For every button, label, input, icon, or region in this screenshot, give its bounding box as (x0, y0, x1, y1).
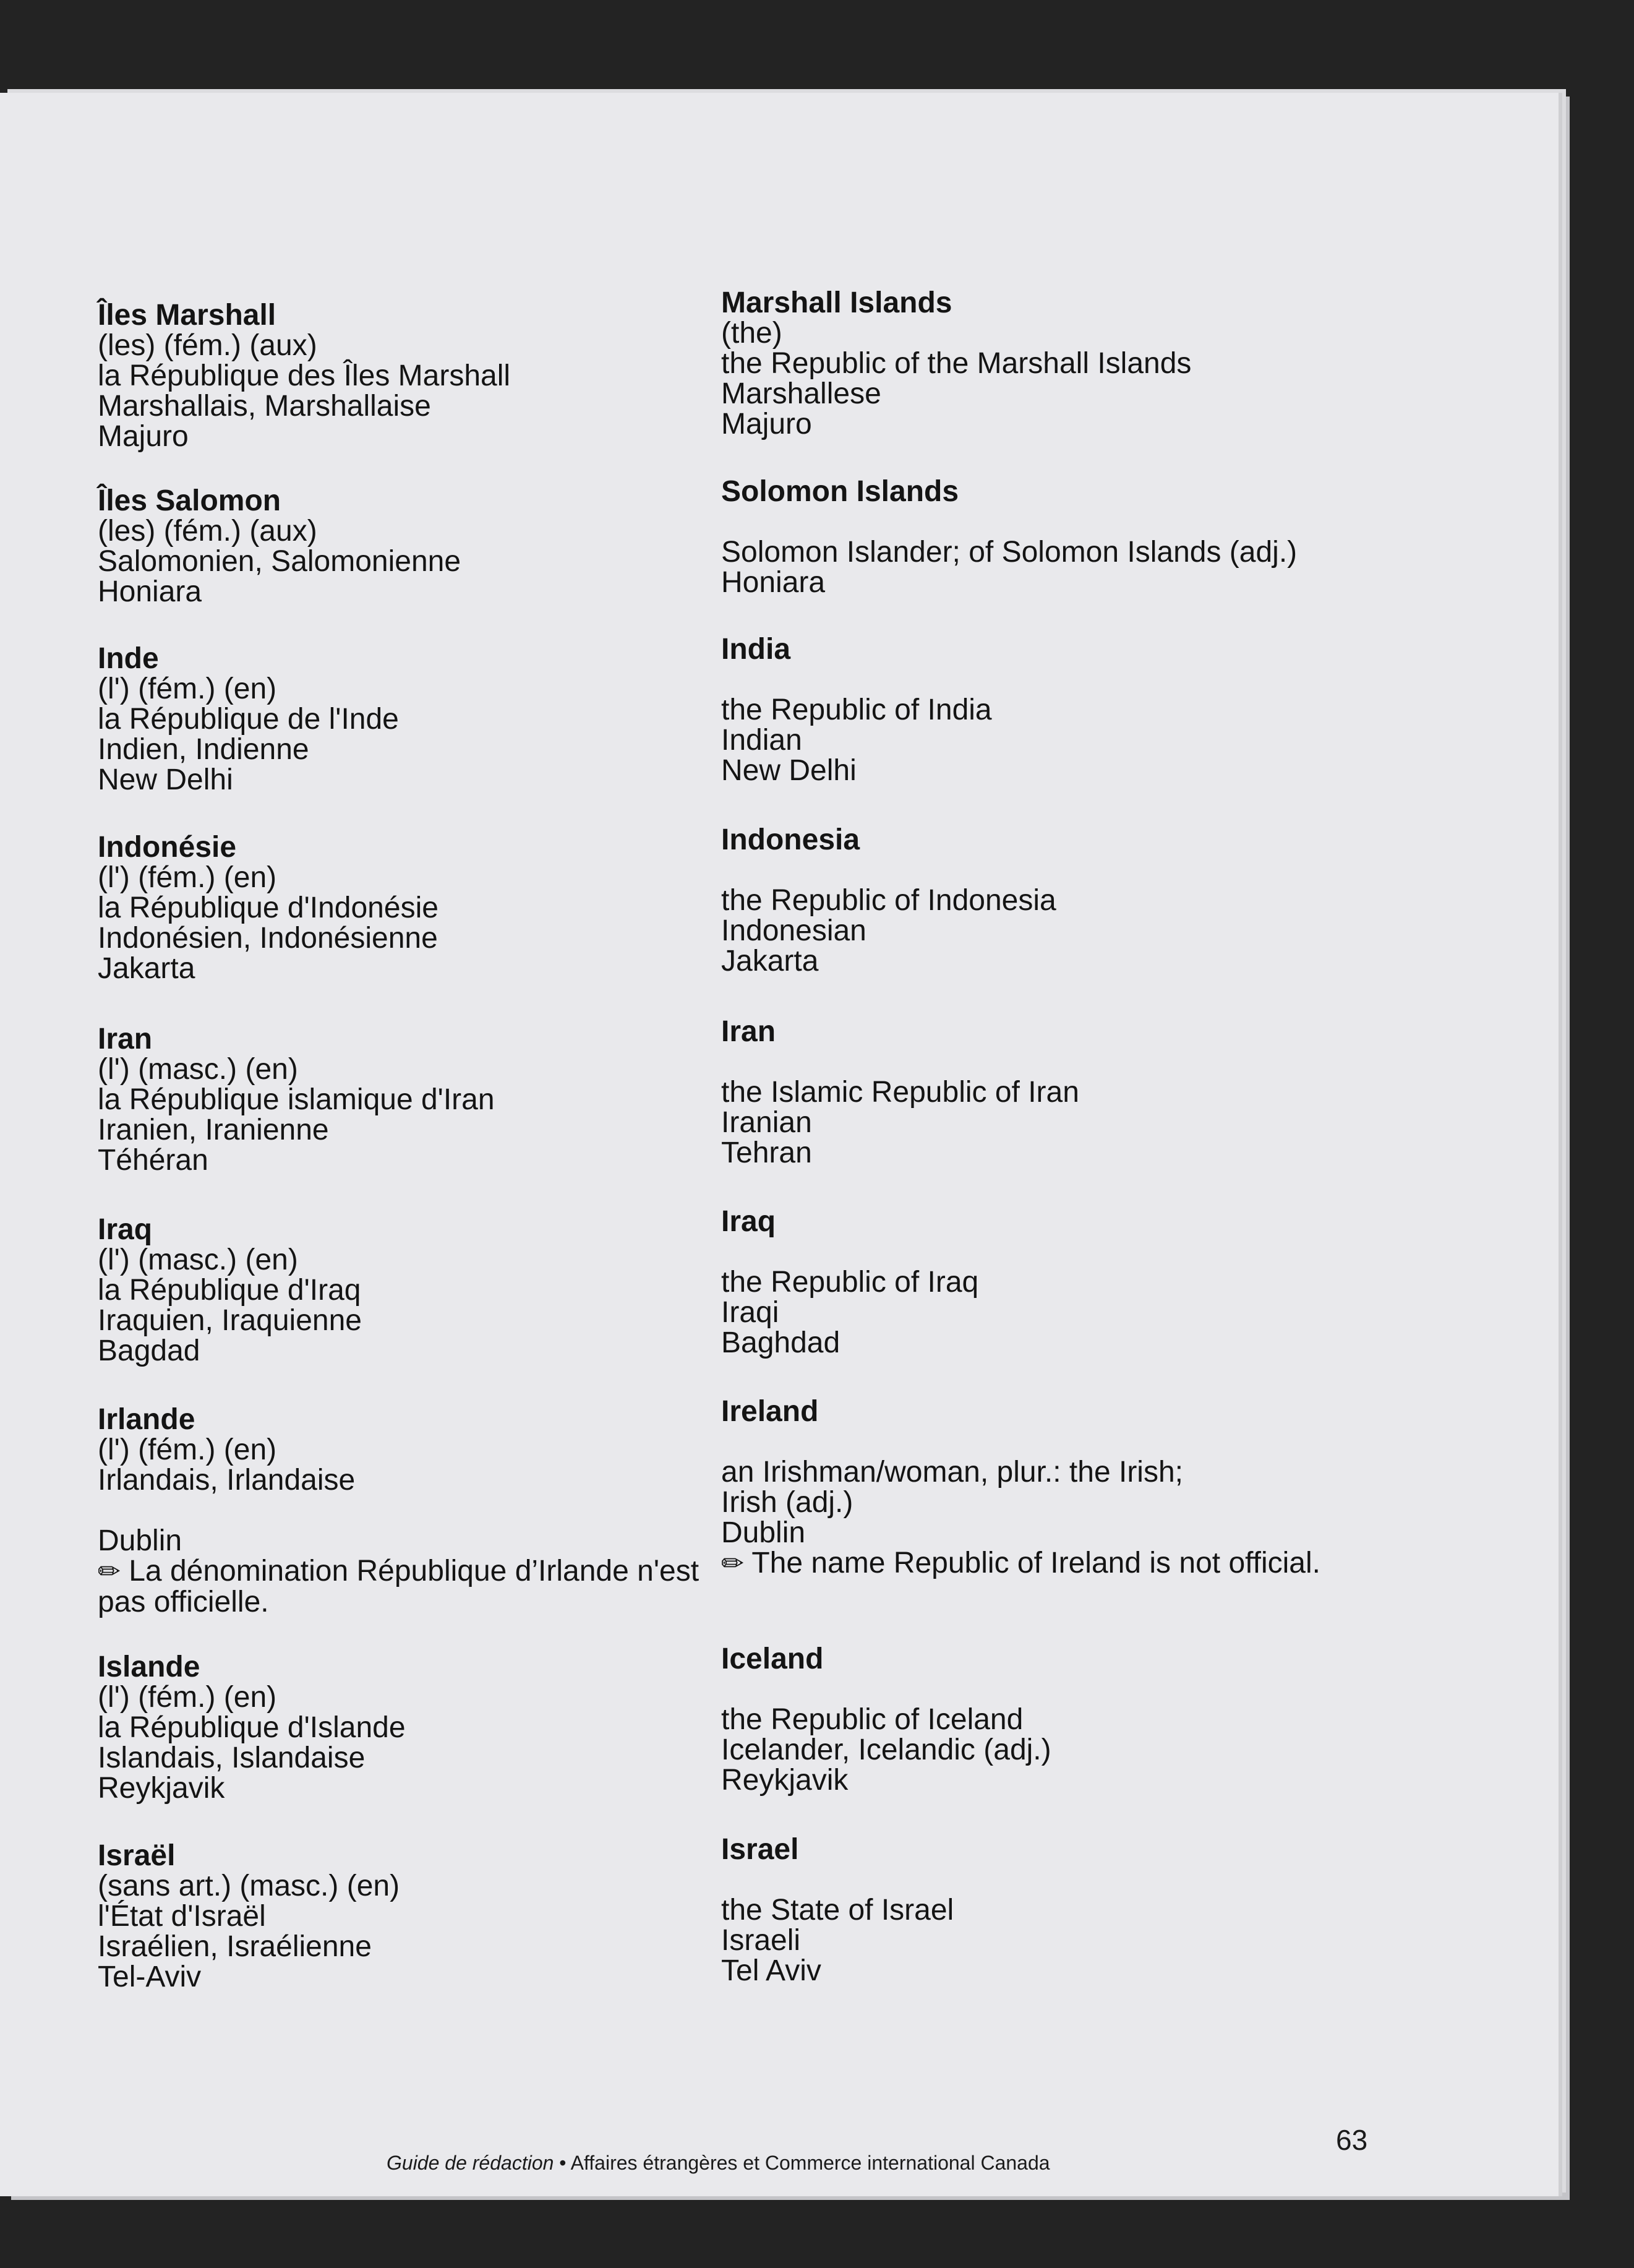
entry-line: Reykjavik (721, 1764, 849, 1797)
entry-line: an Irishman/woman, plur.: the Irish; (721, 1456, 1183, 1488)
entry-line: Tel Aviv (721, 1954, 821, 1987)
footer-organization: Affaires étrangères et Commerce international Canada (570, 2152, 1050, 2174)
entry-line: Dublin (98, 1524, 182, 1557)
entry-en (721, 1644, 1463, 1795)
entry-line: Jakarta (721, 945, 819, 977)
entry-line: la République d'Indonésie (98, 891, 438, 924)
entry-heading: Îles Marshall (98, 299, 276, 332)
entry-line: Majuro (721, 408, 812, 440)
entry-fr (98, 1652, 704, 1803)
entry-heading: Iran (98, 1023, 153, 1055)
entry-line: (l') (fém.) (en) (98, 672, 277, 705)
entry-line: Iranien, Iranienne (98, 1114, 329, 1146)
entry-line: Islandais, Islandaise (98, 1742, 366, 1774)
entry-line: Tehran (721, 1136, 812, 1169)
entry-heading: Îles Salomon (98, 484, 281, 517)
entry-line: (l') (fém.) (en) (98, 1681, 277, 1714)
entry-heading: Marshall Islands (721, 286, 952, 319)
entry-line: Honiara (98, 575, 202, 608)
entry-line: (l') (masc.) (en) (98, 1244, 298, 1276)
entry-line: Iraquien, Iraquienne (98, 1304, 362, 1337)
entry-line: Israeli (721, 1924, 801, 1957)
entry-line: Icelander, Icelandic (adj.) (721, 1733, 1051, 1766)
entry-line: Indonésien, Indonésienne (98, 922, 438, 955)
entry-line: la République des Îles Marshall (98, 359, 511, 392)
entry-line: New Delhi (98, 763, 233, 796)
entry-line: Reykjavik (98, 1772, 225, 1805)
pencil-icon: ✏ (721, 1549, 744, 1579)
entry-heading: Iran (721, 1015, 776, 1048)
entry-heading: Indonesia (721, 823, 860, 856)
entry-fr (98, 1214, 704, 1366)
entry-heading: Indonésie (98, 831, 237, 864)
entry-line: the Republic of Iceland (721, 1703, 1024, 1736)
entry-line: New Delhi (721, 754, 857, 787)
footer-separator: • (554, 2152, 571, 2174)
entry-line: l'État d'Israël (98, 1900, 266, 1933)
entry-line: Dublin (721, 1516, 806, 1549)
note-text: The name Republic of Ireland is not official. (751, 1547, 1320, 1579)
entry-line: (sans art.) (masc.) (en) (98, 1870, 400, 1902)
entry-en (721, 1834, 1463, 1986)
entry-heading: Solomon Islands (721, 475, 959, 508)
entry-en (721, 1016, 1463, 1168)
entry-heading: Iraq (98, 1213, 153, 1246)
entry-fr (98, 832, 704, 984)
entry-fr (98, 300, 704, 452)
entry-line: Majuro (98, 420, 189, 453)
entry-line: the Republic of India (721, 694, 992, 726)
entry-line: Salomonien, Salomonienne (98, 545, 461, 578)
blank-line (721, 507, 1463, 537)
entry-line: (les) (fém.) (aux) (98, 515, 317, 548)
entry-line: Irish (adj.) (721, 1486, 853, 1519)
blank-line (721, 1047, 1463, 1077)
entry-line: the State of Israel (721, 1894, 954, 1927)
entry-heading: Islande (98, 1651, 200, 1683)
entry-line: la République d'Iraq (98, 1274, 361, 1307)
entry-line: Marshallese (721, 377, 881, 410)
entry-line: (l') (fém.) (en) (98, 1433, 277, 1466)
blank-line (721, 1237, 1463, 1267)
entry-fr (98, 643, 704, 795)
entry-line: Tel-Aviv (98, 1961, 202, 1993)
entry-line: the Republic of Indonesia (721, 884, 1056, 917)
entry-line: Iranian (721, 1106, 812, 1139)
page-footer (387, 2152, 1050, 2175)
entry-heading: Ireland (721, 1395, 819, 1428)
entry-fr (98, 1404, 704, 1617)
entry-line: (the) (721, 317, 782, 350)
entry-line: Honiara (721, 566, 826, 599)
entry-line: Indian (721, 724, 802, 757)
blank-line (721, 1674, 1463, 1704)
entry-line: Baghdad (721, 1326, 841, 1359)
blank-line (721, 1865, 1463, 1895)
entry-line: Téhéran (98, 1144, 208, 1177)
entry-line: Irlandais, Irlandaise (98, 1464, 356, 1497)
entry-line: Indien, Indienne (98, 733, 309, 766)
entry-en (721, 1396, 1463, 1579)
entry-line: la République islamique d'Iran (98, 1083, 495, 1116)
entry-line: (l') (fém.) (en) (98, 861, 277, 894)
blank-line (98, 1495, 704, 1526)
entry-fr (98, 1841, 704, 1992)
entry-note (98, 1556, 716, 1617)
blank-line (721, 1427, 1463, 1457)
page-number: 63 (1336, 2124, 1368, 2156)
entry-line: la République de l'Inde (98, 703, 399, 736)
pencil-icon: ✏ (98, 1557, 121, 1587)
entry-en (721, 634, 1463, 786)
entry-line: Israélien, Israélienne (98, 1930, 372, 1963)
blank-line (721, 855, 1463, 885)
entry-line: (l') (masc.) (en) (98, 1053, 298, 1086)
entry-line: the Republic of Iraq (721, 1266, 979, 1299)
footer-guide: Guide de rédaction (387, 2152, 554, 2174)
entry-heading: Inde (98, 642, 159, 675)
entry-line: Jakarta (98, 952, 195, 985)
entry-line: la République d'Islande (98, 1711, 406, 1744)
entry-heading: India (721, 633, 791, 666)
entry-line: Marshallais, Marshallaise (98, 390, 431, 423)
entry-en (721, 476, 1463, 598)
entry-fr (98, 1024, 704, 1175)
entry-line: Bagdad (98, 1334, 200, 1367)
entry-line: Solomon Islander; of Solomon Islands (adj.) (721, 536, 1298, 569)
blank-line (721, 664, 1463, 695)
entry-line: the Islamic Republic of Iran (721, 1076, 1079, 1109)
entry-line: Iraqi (721, 1296, 779, 1329)
entry-en (721, 288, 1463, 439)
entry-note (721, 1548, 1340, 1579)
entry-fr (98, 486, 704, 607)
entry-en (721, 825, 1463, 976)
entry-line: Indonesian (721, 914, 866, 947)
entry-heading: Israël (98, 1839, 176, 1872)
document-page (0, 93, 1559, 2196)
note-text: La dénomination République d’Irlande n'est pas officielle. (98, 1555, 699, 1618)
entry-heading: Iceland (721, 1643, 824, 1675)
entry-heading: Israel (721, 1833, 799, 1866)
entry-en (721, 1206, 1463, 1358)
entry-line: the Republic of the Marshall Islands (721, 347, 1192, 380)
entry-line: (les) (fém.) (aux) (98, 329, 317, 362)
entry-heading: Irlande (98, 1403, 195, 1436)
entry-heading: Iraq (721, 1205, 776, 1238)
